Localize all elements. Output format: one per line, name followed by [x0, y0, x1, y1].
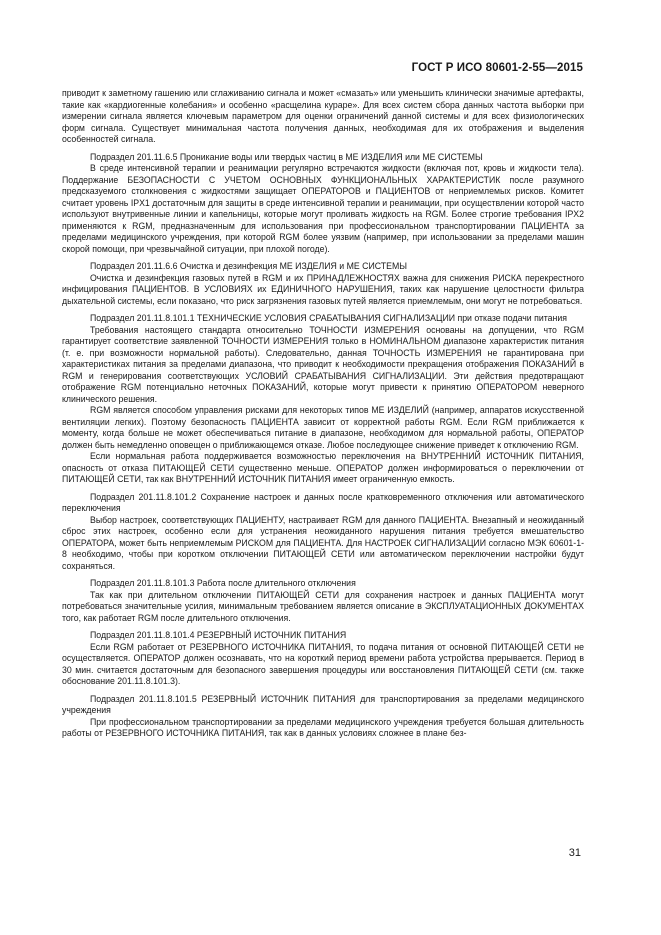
paragraph: RGM является способом управления рисками для некоторых типов МЕ ИЗДЕЛИЙ (например, аппаратов искусственной вентиляции легких). Поэтому безопасность ПАЦИЕНТА зависит от корректной работы RGM. Если RGM приближается к моменту, когда больше не может обеспечиваться питание в диапазоне, необходимом для нормальной работы, ОПЕРАТОР должен быть немедленно оповещен о приближающемся отказе. Любое последующее снижение приведет к отключению RGM. [62, 405, 584, 450]
subsection-heading: Подраздел 201.11.8.101.3 Работа после длительного отключения [90, 578, 356, 588]
body-text [62, 88, 584, 740]
paragraph: Требования настоящего стандарта относительно ТОЧНОСТИ ИЗМЕРЕНИЯ основаны на допущении, что RGM гарантирует соответствие заявленной ТОЧНОСТИ ИЗМЕРЕНИЯ только в НОМИНАЛЬНОМ диапазоне характеристик питания (т. е. при возможности нормальной работы). Следовательно, данная ТОЧНОСТЬ ИЗМЕРЕНИЯ не гарантирована при характеристиках питания за пределами диапазона, что приводит к необходимости прекращения отображения ПОКАЗАНИЙ в RGM и генерирования соответствующих УСЛОВИЙ СРАБАТЫВАНИЯ СИГНАЛИЗАЦИИ. Эти действия предотвращают отображение RGM потенциально неточных ПОКАЗАНИЙ, которые могут привести к принятию ОПЕРАТОРОМ неверного клинического решения. [62, 324, 584, 404]
standard-header: ГОСТ Р ИСО 80601-2-55—2015 [411, 62, 583, 74]
subsection-heading: Подраздел 201.11.6.6 Очистка и дезинфекция МЕ ИЗДЕЛИЯ и МЕ СИСТЕМЫ [90, 261, 408, 271]
paragraph-continuation: приводит к заметному гашению или сглаживанию сигнала и может «смазать» или уменьшить клинически значимые артефакты, такие как «кардиогенные колебания» и особенно «расщелина кураре». Для всех систем сбора данных частота выборки при измерении сигнала является ключевым параметром для оценки ограничений данной системы и для всех физиологических форм сигнала. Существует минимальная частота получения данных, необходимая для их отображения и выделения особенностей сигнала. [62, 88, 584, 144]
subsection-heading: Подраздел 201.11.8.101.2 Сохранение настроек и данных после кратковременного отключения или автоматического переключения [62, 491, 584, 513]
paragraph: При профессиональном транспортировании за пределами медицинского учреждения требуется большая длительность работы от РЕЗЕРВНОГО ИСТОЧНИКА ПИТАНИЯ, так как в данных условиях сложнее в плане без- [62, 716, 584, 738]
subsection-heading: Подраздел 201.11.6.5 Проникание воды или твердых частиц в МЕ ИЗДЕЛИЯ или МЕ СИСТЕМЫ [90, 151, 483, 162]
paragraph: В среде интенсивной терапии и реанимации регулярно встречаются жидкости (включая пот, кровь и жидкости тела). Поддержание БЕЗОПАСНОСТИ С УЧЕТОМ ОСНОВНЫХ ФУНКЦИОНАЛЬНЫХ ХАРАКТЕРИСТИК после разумного предсказуемого столкновения с жидкостями защищает ОПЕРАТОРОВ и ПАЦИЕНТОВ от неприемлемых рисков. Комитет считает уровень IPX1 достаточным для защиты в среде интенсивной терапии и реанимации, при осуществлении которой часто используют внутривенные линии и капельницы, которые могут проливать жидкость на RGM. Более строгие требования IPX2 применяются к RGM, предназначенным для использования при профессиональном транспортировании ПАЦИЕНТА за пределами медицинского учреждения, при которой RGM более уязвим (например, при использовании за пределами машин скорой помощи, при чрезвычайной ситуации, при плохой погоде). [62, 163, 584, 254]
subsection-heading: Подраздел 201.11.8.101.5 РЕЗЕРВНЫЙ ИСТОЧНИК ПИТАНИЯ для транспортирования за пределами медицинского учреждения [62, 693, 584, 715]
paragraph: Если RGM работает от РЕЗЕРВНОГО ИСТОЧНИКА ПИТАНИЯ, то подача питания от основной ПИТАЮЩЕЙ СЕТИ не осуществляется. ОПЕРАТОР должен осознавать, что на короткий период времени работа устройства прерывается. Период в 30 мин. считается достаточным для безопасного завершения процедуры или восстановления ПИТАЮЩЕЙ СЕТИ (см. также обоснование 201.11.8.101.3). [62, 641, 584, 686]
subsection-heading: Подраздел 201.11.8.101.4 РЕЗЕРВНЫЙ ИСТОЧНИК ПИТАНИЯ [90, 630, 347, 640]
paragraph: Так как при длительном отключении ПИТАЮЩЕЙ СЕТИ для сохранения настроек и данных ПАЦИЕНТА могут потребоваться значительные усилия, минимальным требованием является описание в ЭКСПЛУАТАЦИОННЫХ ДОКУМЕНТАХ того, как работает RGM после длительного отключения. [62, 589, 584, 623]
subsection-heading: Подраздел 201.11.8.101.1 ТЕХНИЧЕСКИЕ УСЛОВИЯ СРАБАТЫВАНИЯ СИГНАЛИЗАЦИИ при отказе подачи питания [90, 313, 567, 323]
page-number: 31 [568, 847, 581, 859]
paragraph: Очистка и дезинфекция газовых путей в RGM и их ПРИНАДЛЕЖНОСТЯХ важна для снижения РИСКА перекрестного инфицирования ПАЦИЕНТОВ. В УСЛОВИЯХ их ЕДИНИЧНОГО НАРУШЕНИЯ, таких как нарушение целостности фильтра дыхательной системы, если показано, что риск загрязнения газовых путей является приемлемым, они могут не потребоваться. [62, 272, 584, 306]
paragraph: Выбор настроек, соответствующих ПАЦИЕНТУ, настраивает RGM для данного ПАЦИЕНТА. Внезапный и неожиданный сброс этих настроек, особенно если для устранения неожиданного нарушения питания требуется вмешательство ОПЕРАТОРА, может быть неприемлемым РИСКОМ для ПАЦИЕНТА. Для НАСТРОЕК СИГНАЛИЗАЦИИ согласно МЭК 60601-1-8 необходимо, чтобы при коротком отключении ПИТАЮЩЕЙ СЕТИ или автоматическом переключении настройки будут сохраняться. [62, 514, 584, 571]
paragraph: Если нормальная работа поддерживается возможностью переключения на ВНУТРЕННИЙ ИСТОЧНИК ПИТАНИЯ, опасность от отказа ПИТАЮЩЕЙ СЕТИ существенно меньше. ОПЕРАТОР должен информироваться о переключении от ПИТАЮЩЕЙ СЕТИ, так как ВНУТРЕННИЙ ИСТОЧНИК ПИТАНИЯ имеет ограниченную емкость. [62, 451, 584, 484]
